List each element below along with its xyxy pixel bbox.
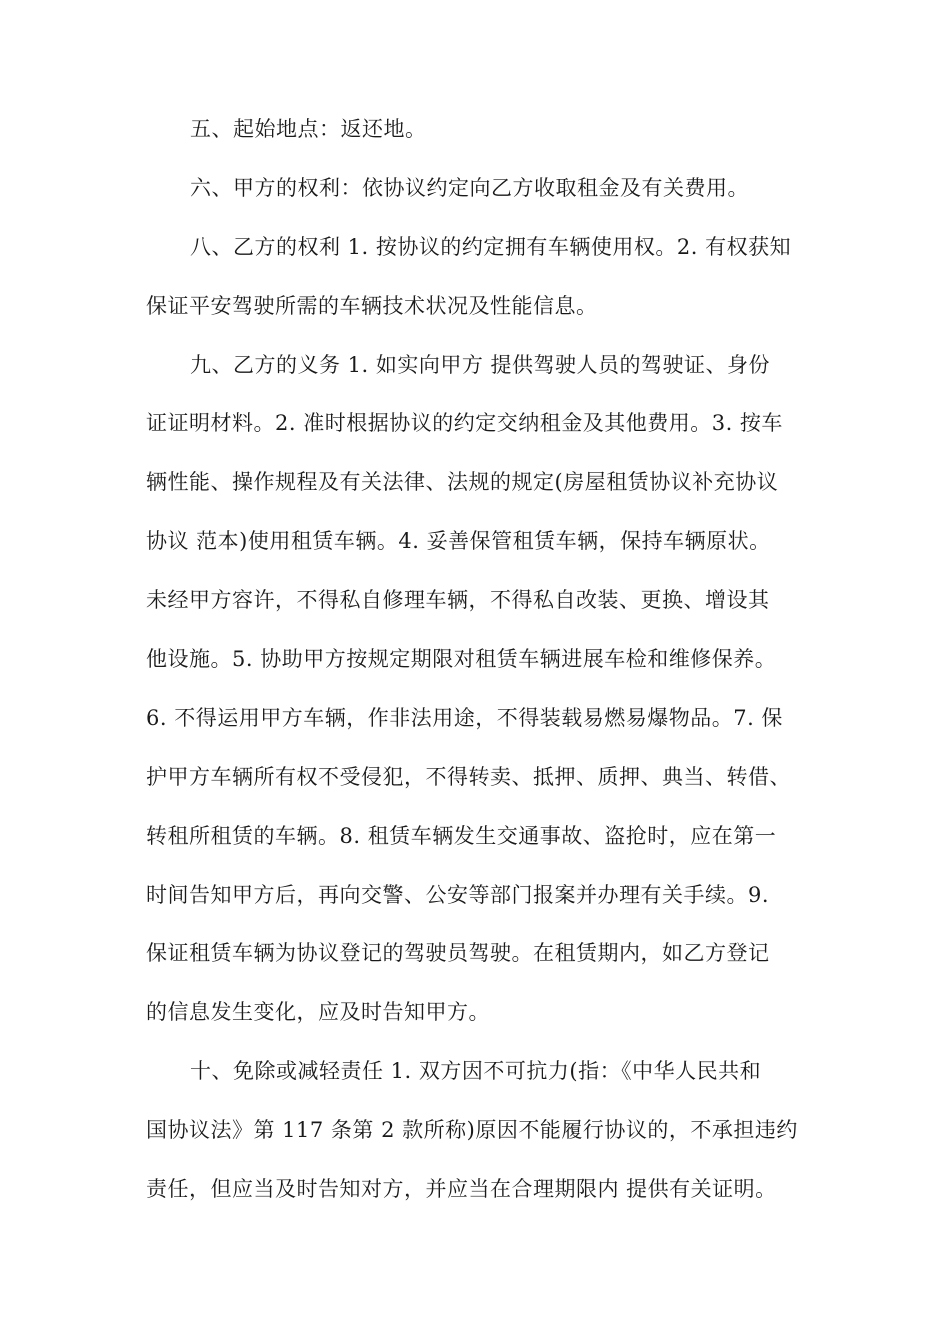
clause-9-line-2: 证证明材料。2. 准时根据协议的约定交纳租金及其他费用。3. 按车 — [146, 411, 783, 436]
clause-9-line-1: 九、乙方的义务 1. 如实向甲方 提供驾驶人员的驾驶证、身份 — [190, 352, 771, 377]
clause-9-line-9: 转租所租赁的车辆。8. 租赁车辆发生交通事故、盗抢时，应在第一 — [146, 823, 777, 848]
clause-9-line-4: 协议 范本)使用租赁车辆。4. 妥善保管租赁车辆，保持车辆原状。 — [146, 529, 771, 554]
clause-9-line-7: 6. 不得运用甲方车辆，作非法用途，不得装载易燃易爆物品。7. 保 — [146, 705, 783, 730]
clause-9-line-6: 他设施。5. 协助甲方按规定期限对租赁车辆进展车检和维修保养。 — [146, 647, 777, 672]
clause-5-line: 五、起始地点：返还地。 — [190, 117, 427, 141]
clause-9-line-11: 保证租赁车辆为协议登记的驾驶员驾驶。在租赁期内，如乙方登记 — [146, 941, 770, 966]
clause-10-line-3: 责任，但应当及时告知对方，并应当在合理期限内 提供有关证明。 — [146, 1177, 777, 1202]
clause-9-line-12: 的信息发生变化，应及时告知甲方。 — [146, 1000, 490, 1025]
clause-9-line-5: 未经甲方容许，不得私自修理车辆，不得私自改装、更换、增设其 — [146, 588, 770, 613]
document-body — [146, 100, 806, 1219]
clause-9-line-10: 时间告知甲方后，再向交警、公安等部门报案并办理有关手续。9. — [146, 882, 770, 907]
clause-10-line-1: 十、免除或减轻责任 1. 双方因不可抗力(指：《中华人民共和 — [190, 1059, 762, 1084]
clause-9-line-3: 辆性能、操作规程及有关法律、法规的规定(房屋租赁协议补充协议 — [146, 470, 779, 495]
clause-8-line-2: 保证平安驾驶所需的车辆技术状况及性能信息。 — [146, 293, 598, 318]
clause-10-line-2: 国协议法》第 117 条第 2 款所称)原因不能履行协议的，不承担违约 — [146, 1118, 798, 1143]
clause-6-line: 六、甲方的权利：依协议约定向乙方收取租金及有关费用。 — [190, 175, 749, 200]
clause-9-line-8: 护甲方车辆所有权不受侵犯，不得转卖、抵押、质押、典当、转借、 — [146, 764, 791, 789]
clause-8-line-1: 八、乙方的权利 1. 按协议的约定拥有车辆使用权。2. 有权获知 — [190, 234, 792, 259]
